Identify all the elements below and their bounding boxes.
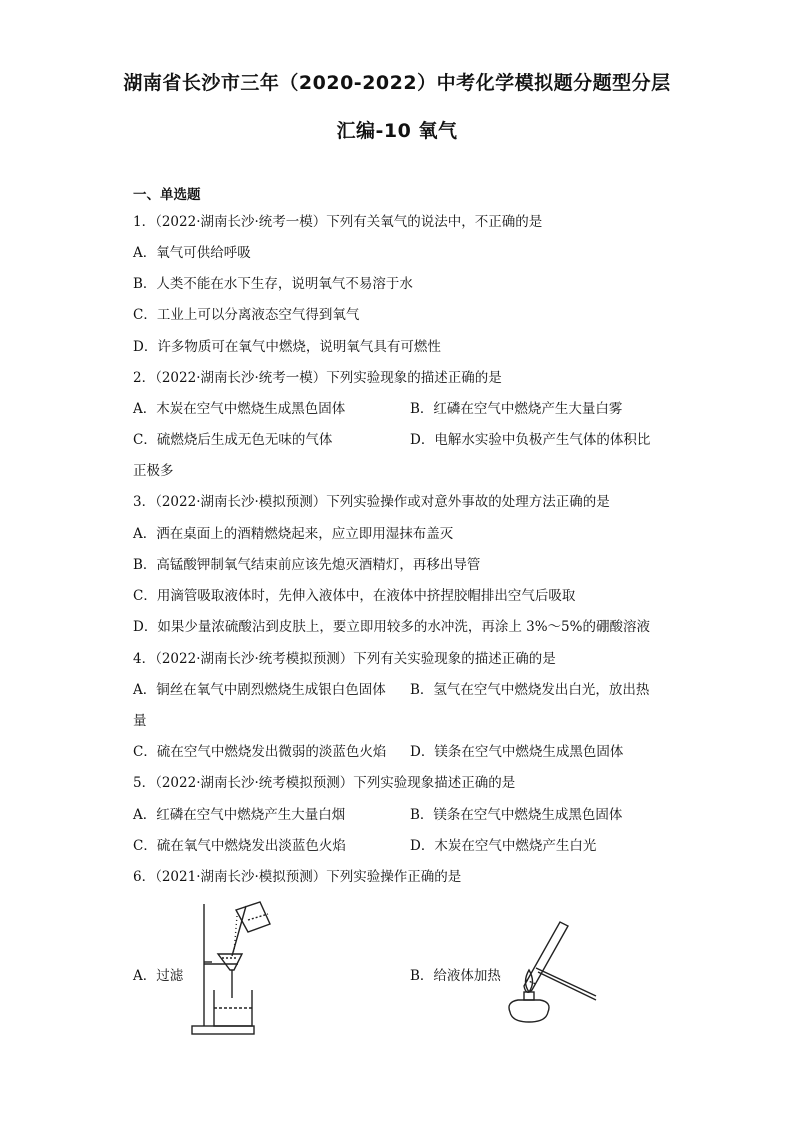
question-5-option-c: C．硫在氧气中燃烧发出淡蓝色火焰 [133,838,346,854]
question-2-option-c: C．硫燃烧后生成无色无味的气体 [133,432,333,448]
question-5-option-d: D．木炭在空气中燃烧产生白光 [410,838,597,854]
question-4-option-c: C．硫在空气中燃烧发出微弱的淡蓝色火焰 [133,744,387,760]
question-5-option-a: A．红磷在空气中燃烧产生大量白烟 [133,807,346,823]
question-1-option-a: A．氧气可供给呼吸 [133,245,251,261]
question-2-option-b: B．红磷在空气中燃烧产生大量白雾 [410,401,623,417]
question-4-stem: 4．（2022·湖南长沙·统考模拟预测）下列有关实验现象的描述正确的是 [133,651,556,667]
question-4-option-a: A．铜丝在氧气中剧烈燃烧生成银白色固体 [133,682,386,698]
document-title-line1: 湖南省长沙市三年（2020-2022）中考化学模拟题分题型分层 [123,72,671,94]
question-5-option-b: B．镁条在空气中燃烧生成黑色固体 [410,807,623,823]
question-3-option-b: B．高锰酸钾制氧气结束前应该先熄灭酒精灯，再移出导管 [133,557,481,573]
section-heading: 一、单选题 [133,187,201,203]
question-3-option-a: A．洒在桌面上的酒精燃烧起来，应立即用湿抹布盖灭 [133,526,454,542]
heating-liquid-figure [496,908,606,1028]
question-3-option-c: C．用滴管吸取液体时，先伸入液体中，在液体中挤捏胶帽排出空气后吸取 [133,588,576,604]
question-2-stem: 2．（2022·湖南长沙·统考一模）下列实验现象的描述正确的是 [133,370,502,386]
question-2-option-a: A．木炭在空气中燃烧生成黑色固体 [133,401,346,417]
question-2-option-d: D．电解水实验中负极产生气体的体积比 [410,432,651,448]
question-6-option-a: A．过滤 [133,968,184,984]
filtration-apparatus-figure [190,898,290,1038]
document-title-line2: 汇编-10 氧气 [336,120,458,142]
question-4-option-b-continued: 量 [133,713,147,729]
question-5-stem: 5．（2022·湖南长沙·统考模拟预测）下列实验现象描述正确的是 [133,775,516,791]
question-1-option-c: C．工业上可以分离液态空气得到氧气 [133,307,360,323]
question-1-stem: 1．（2022·湖南长沙·统考一模）下列有关氧气的说法中，不正确的是 [133,214,543,230]
question-3-option-d: D．如果少量浓硫酸沾到皮肤上，要立即用较多的水冲洗，再涂上 3%～5%的硼酸溶液 [133,619,650,635]
question-1-option-b: B．人类不能在水下生存，说明氧气不易溶于水 [133,276,413,292]
question-2-option-d-continued: 正极多 [133,463,174,479]
question-3-stem: 3．（2022·湖南长沙·模拟预测）下列实验操作或对意外事故的处理方法正确的是 [133,494,610,510]
question-6-option-b: B．给液体加热 [410,968,501,984]
question-4-option-d: D．镁条在空气中燃烧生成黑色固体 [410,744,624,760]
question-4-option-b: B．氢气在空气中燃烧发出白光，放出热 [410,682,650,698]
question-6-stem: 6．（2021·湖南长沙·模拟预测）下列实验操作正确的是 [133,869,462,885]
question-1-option-d: D．许多物质可在氧气中燃烧，说明氧气具有可燃性 [133,339,441,355]
